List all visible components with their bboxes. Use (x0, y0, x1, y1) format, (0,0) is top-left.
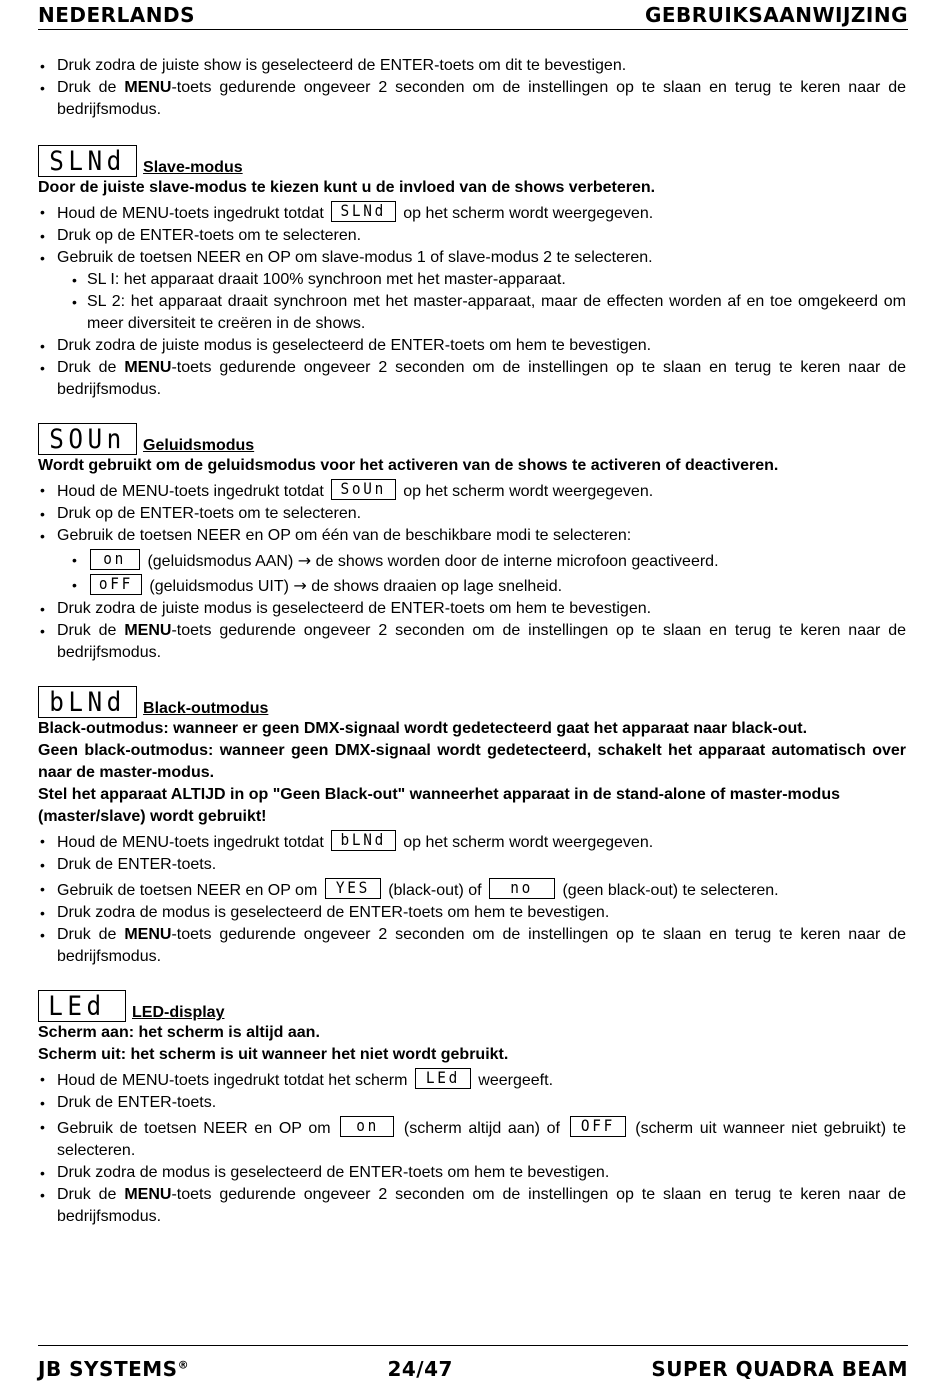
lcd-display-icon: bLNd (331, 830, 396, 851)
lcd-display-icon: SLNd (38, 145, 137, 177)
list-item: • Druk zodra de modus is geselecteerd de ENTER-toets om hem te bevestigen. (38, 902, 906, 924)
list-item: • on (geluidsmodus AAN) → de shows worden door de interne microfoon geactiveerd. (70, 549, 906, 573)
arrow-right-icon: → (293, 576, 307, 595)
list-item: • Druk zodra de juiste modus is geselecteerd de ENTER-toets om hem te bevestigen. (38, 598, 906, 620)
list-item: • Gebruik de toetsen NEER en OP om één van de beschikbare modi te selecteren: (38, 525, 906, 547)
instruction-list (38, 598, 906, 664)
lcd-display-icon: OFF (570, 1116, 626, 1137)
list-item: • Druk de ENTER-toets. (38, 854, 906, 876)
sub-list (38, 269, 906, 335)
instruction-list (38, 479, 906, 547)
lcd-display-icon: oFF (90, 574, 142, 595)
section-blackout-mode (38, 684, 906, 968)
list-item: • Houd de MENU-toets ingedrukt totdat bLNd op het scherm wordt weergegeven. (38, 830, 906, 854)
lcd-display-icon: LEd (38, 990, 126, 1022)
lcd-display-icon: no (489, 878, 555, 899)
section-sound-mode (38, 421, 906, 664)
list-item: • Druk de MENU-toets gedurende ongeveer 2 seconden om de instellingen op te slaan en terug te keren naar de bedrijfsmodus. (38, 357, 906, 401)
page-header (38, 2, 908, 30)
list-item: • Druk op de ENTER-toets om te selecteren. (38, 503, 906, 525)
page-number: 24/47 (387, 1357, 453, 1381)
list-item: • Houd de MENU-toets ingedrukt totdat het scherm LEd weergeeft. (38, 1068, 906, 1092)
list-item: • Druk de MENU-toets gedurende ongeveer 2 seconden om de instellingen op te slaan en terug te keren naar de bedrijfsmodus. (38, 77, 906, 121)
list-item: • SL I: het apparaat draait 100% synchroon met het master-apparaat. (70, 269, 906, 291)
section-heading: Black-outmodus (143, 700, 269, 717)
lcd-display-icon: LEd (415, 1068, 471, 1089)
page-footer (38, 1345, 908, 1381)
lcd-display-icon: on (90, 549, 140, 570)
list-item: • SL 2: het apparaat draait synchroon met het master-apparaat, maar de effecten worden af en toe omgekeerd om meer diversiteit te creëren in de shows. (70, 291, 906, 335)
section-slave-mode (38, 143, 906, 401)
list-item: • oFF (geluidsmodus UIT) → de shows draaien op lage snelheid. (70, 574, 906, 598)
section-note: Scherm aan: het scherm is altijd aan. (38, 1024, 320, 1041)
header-language: NEDERLANDS (38, 3, 196, 27)
sub-list (38, 549, 906, 598)
section-heading: Geluidsmodus (143, 437, 255, 454)
lcd-display-icon: bLNd (38, 686, 137, 718)
footer-brand: JB SYSTEMS® (38, 1357, 190, 1381)
list-item: • Druk de ENTER-toets. (38, 1092, 906, 1114)
list-item: • Houd de MENU-toets ingedrukt totdat SoUn op het scherm wordt weergegeven. (38, 479, 906, 503)
section-subtitle: Door de juiste slave-modus te kiezen kunt u de invloed van de shows verbeteren. (38, 179, 656, 196)
list-item: • Druk de MENU-toets gedurende ongeveer 2 seconden om de instellingen op te slaan en terug te keren naar de bedrijfsmodus. (38, 924, 906, 968)
section-title (38, 421, 906, 455)
instruction-list (38, 335, 906, 401)
section-led-display (38, 988, 906, 1228)
instruction-list (38, 201, 906, 269)
section-title (38, 684, 906, 718)
list-item: • Druk de MENU-toets gedurende ongeveer 2 seconden om de instellingen op te slaan en terug te keren naar de bedrijfsmodus. (38, 1184, 906, 1228)
list-item: • Druk zodra de juiste show is geselecteerd de ENTER-toets om dit te bevestigen. (38, 55, 906, 77)
lcd-display-icon: SLNd (331, 201, 396, 222)
lcd-display-icon: on (340, 1116, 394, 1137)
section-note: Black-outmodus: wanneer er geen DMX-signaal wordt gedetecteerd gaat het apparaat naar black-out. (38, 720, 808, 737)
list-item: • Houd de MENU-toets ingedrukt totdat SLNd op het scherm wordt weergegeven. (38, 201, 906, 225)
arrow-right-icon: → (297, 551, 312, 570)
list-item: • Druk zodra de juiste modus is geselecteerd de ENTER-toets om hem te bevestigen. (38, 335, 906, 357)
section-title (38, 143, 906, 177)
list-item: • Gebruik de toetsen NEER en OP om on (scherm altijd aan) of OFF (scherm uit wanneer niet gebruikt) te selecteren. (38, 1116, 906, 1162)
lcd-display-icon: SOUn (38, 423, 137, 455)
section-warning: Stel het apparaat ALTIJD in op "Geen Black-out" wanneerhet apparaat in de stand-alone of master-modus (master/slave) wordt gebruikt! (38, 786, 840, 825)
list-item: • Gebruik de toetsen NEER en OP om YES (black-out) of no (geen black-out) te selecteren. (38, 878, 906, 902)
section-title (38, 988, 906, 1022)
list-item: • Gebruik de toetsen NEER en OP om slave-modus 1 of slave-modus 2 te selecteren. (38, 247, 906, 269)
section-note: Scherm uit: het scherm is uit wanneer het niet wordt gebruikt. (38, 1046, 509, 1063)
manual-content (38, 55, 906, 1228)
instruction-list (38, 830, 906, 968)
footer-product: SUPER QUADRA BEAM (651, 1357, 908, 1381)
section-subtitle: Wordt gebruikt om de geluidsmodus voor het activeren van de shows te activeren of deactiveren. (38, 457, 779, 474)
header-doc-type: GEBRUIKSAANWIJZING (644, 3, 908, 27)
section-heading: Slave-modus (143, 159, 243, 176)
section-note: Geen black-outmodus: wanneer geen DMX-signaal wordt gedetecteerd, schakelt het apparaat automatisch over naar de master-modus. (38, 742, 906, 781)
list-item: • Druk de MENU-toets gedurende ongeveer 2 seconden om de instellingen op te slaan en terug te keren naar de bedrijfsmodus. (38, 620, 906, 664)
lcd-display-icon: YES (325, 878, 381, 899)
intro-list (38, 55, 906, 121)
instruction-list (38, 1068, 906, 1228)
list-item: • Druk zodra de modus is geselecteerd de ENTER-toets om hem te bevestigen. (38, 1162, 906, 1184)
section-heading: LED-display (132, 1004, 225, 1021)
list-item: • Druk op de ENTER-toets om te selecteren. (38, 225, 906, 247)
lcd-display-icon: SoUn (331, 479, 396, 500)
